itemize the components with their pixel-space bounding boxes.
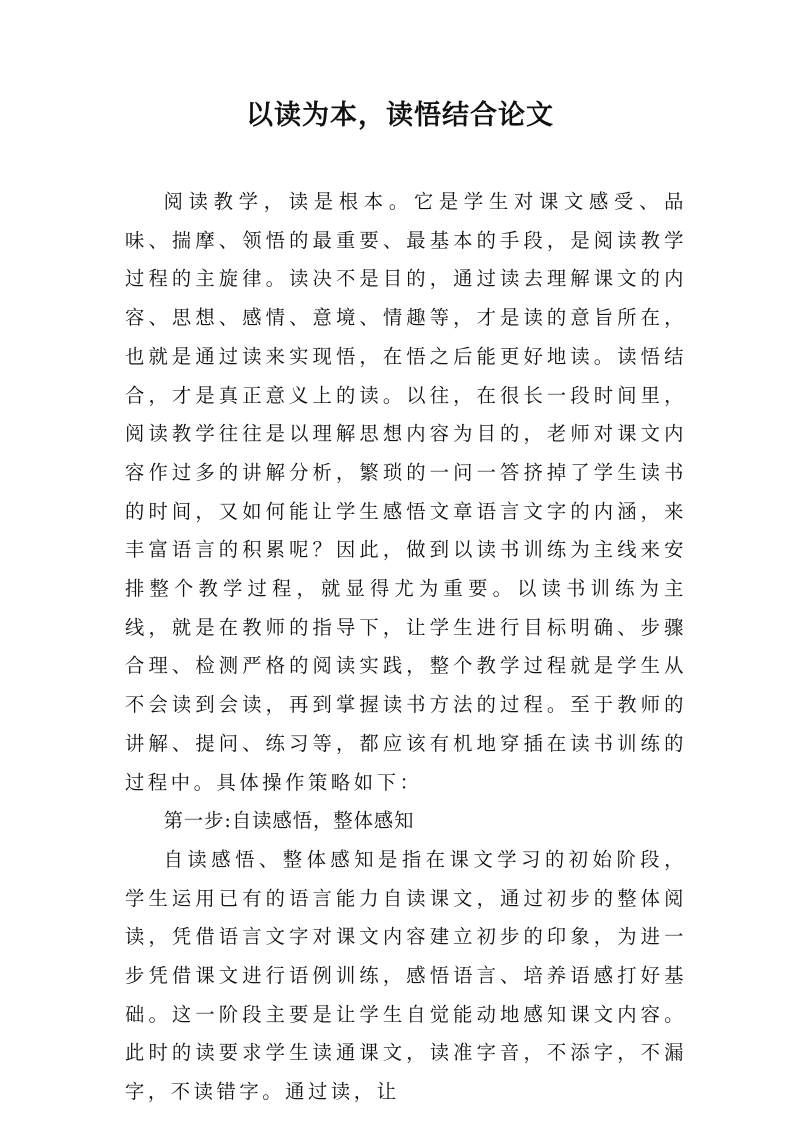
paragraph-intro: 阅读教学，读是根本。它是学生对课文感受、品味、揣摩、领悟的最重要、最基本的手段，是阅读教学过程的主旋律。读决不是目的，通过读去理解课文的内容、思想、感情、意境、情趣等，才是读的意旨所在，也就是通过读来实现悟，在悟之后能更好地读。读悟结合，才是真正意义上的读。以往，在很长一段时间里，阅读教学往往是以理解思想内容为目的，老师对课文内容作过多的讲解分析，繁琐的一问一答挤掉了学生读书的时间，又如何能让学生感悟文章语言文字的内涵，来丰富语言的积累呢？因此，做到以读书训练为主线来安排整个教学过程，就显得尤为重要。以读书训练为主线，就是在教师的指导下，让学生进行目标明确、步骤合理、检测严格的阅读实践，整个教学过程就是学生从不会读到会读，再到掌握读书方法的过程。至于教师的讲解、提问、练习等，都应该有机地穿插在读书训练的过程中。具体操作策略如下： (125, 190, 687, 794)
section-heading-step-one: 第一步:自读感悟，整体感知 (163, 809, 415, 833)
paragraph-step-one: 自读感悟、整体感知是指在课文学习的初始阶段，学生运用已有的语言能力自读课文，通过初步的整体阅读，凭借语言文字对课文内容建立初步的印象，为进一步凭借课文进行语例训练，感悟语言、培养语感打好基础。这一阶段主要是让学生自觉能动地感知课文内容。此时的读要求学生读通课文，读准字音，不添字，不漏字，不读错字。通过读，让 (125, 847, 687, 1104)
document-body (125, 183, 687, 1112)
document-title: 以读为本，读悟结合论文 (246, 100, 554, 131)
